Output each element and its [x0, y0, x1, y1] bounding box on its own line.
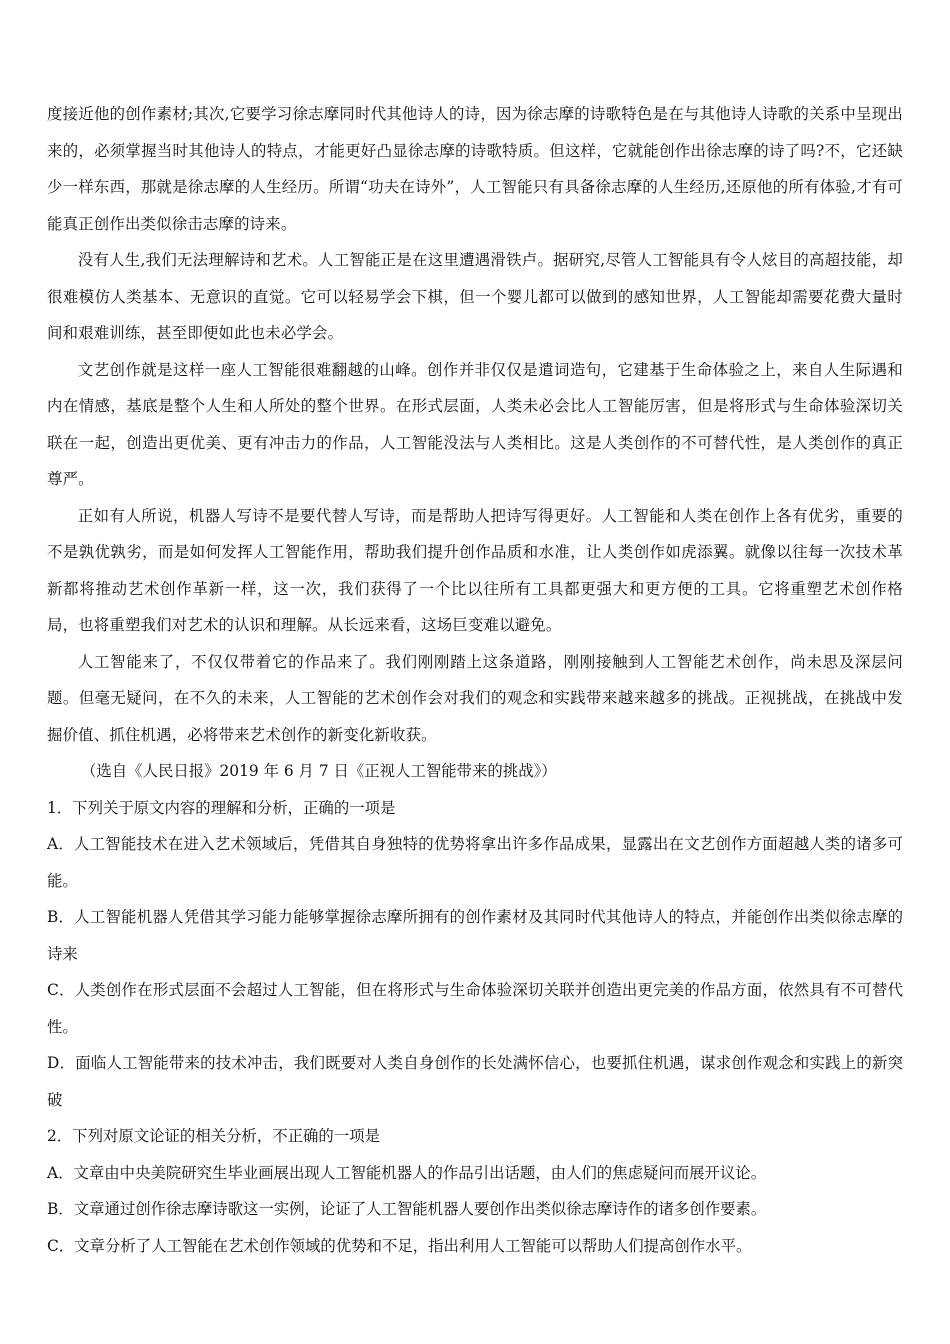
question-1 [47, 790, 903, 1119]
option-d: D．面临人工智能带来的技术冲击，我们既要对人类自身创作的长处满怀信心，也要抓住机遇，谋求创作观念和实践上的新突破 [47, 1054, 903, 1109]
option-b: B．人工智能机器人凭借其学习能力能够掌握徐志摩所拥有的创作素材及其同时代其他诗人的特点，并能创作出类似徐志摩的诗来 [47, 908, 903, 963]
question-stem: 1．下列关于原文内容的理解和分析，正确的一项是 [47, 798, 396, 817]
option-c: C．文章分析了人工智能在艺术创作领域的优势和不足，指出利用人工智能可以帮助人们提高创作水平。 [47, 1236, 752, 1255]
option-a: A．人工智能技术在进入艺术领域后，凭借其自身独特的优势将拿出许多作品成果，显露出在文艺创作方面超越人类的诸多可能。 [47, 835, 903, 890]
option-c: C．人类创作在形式层面不会超过人工智能，但在将形式与生命体验深切关联并创造出更完美的作品方面，依然具有不可替代性。 [47, 981, 903, 1036]
question-stem: 2．下列对原文论证的相关分析，不正确的一项是 [47, 1127, 380, 1145]
article-paragraph-2: 没有人生,我们无法理解诗和艺术。人工智能正是在这里遭遇滑铁卢。据研究,尽管人工智能具有令人炫目的高超技能，却很难模仿人类基本、无意识的直觉。它可以轻易学会下棋，但一个婴儿都可以做到的感知世界，人工智能却需要花费大量时间和艰难训练，甚至即便如此也未必学会。 [47, 251, 903, 342]
option-a: A．文章由中央美院研究生毕业画展出现人工智能机器人的作品引出话题，由人们的焦虑疑问而展开议论。 [47, 1163, 767, 1182]
question-2 [47, 1118, 903, 1264]
article-paragraph-4: 正如有人所说，机器人写诗不是要代替人写诗，而是帮助人把诗写得更好。人工智能和人类在创作上各有优劣，重要的不是孰优孰劣，而是如何发挥人工智能作用，帮助我们提升创作品质和水准，让人类创作如虎添翼。就像以往每一次技术革新都将推动艺术创作革新一样，这一次，我们获得了一个比以往所有工具都更强大和更方便的工具。它将重塑艺术创作格局，也将重塑我们对艺术的认识和理解。从长远来看，这场巨变难以避免。 [47, 506, 903, 634]
option-b: B．文章通过创作徐志摩诗歌这一实例，论证了人工智能机器人要创作出类似徐志摩诗作的诸多创作要素。 [47, 1200, 767, 1218]
article-paragraph-1: 度接近他的创作素材;其次,它要学习徐志摩同时代其他诗人的诗，因为徐志摩的诗歌特色是在与其他诗人诗歌的关系中呈现出来的，必须掌握当时其他诗人的特点，才能更好凸显徐志摩的诗歌特质。但这样，它就能创作出徐志摩的诗了吗?不，它还缺少一样东西，那就是徐志摩的人生经历。所谓“功夫在诗外”，人工智能只有具备徐志摩的人生经历,还原他的所有体验,才有可能真正创作出类似徐击志摩的诗来。 [47, 105, 903, 233]
article-source: （选自《人民日报》2019 年 6 月 7 日《正视人工智能带来的挑战》） [81, 762, 557, 780]
document-content [47, 96, 903, 1264]
article-paragraph-5: 人工智能来了，不仅仅带着它的作品来了。我们刚刚踏上这条道路，刚刚接触到人工智能艺术创作，尚未思及深层问题。但毫无疑问，在不久的未来，人工智能的艺术创作会对我们的观念和实践带来越来越多的挑战。正视挑战，在挑战中发掘价值、抓住机遇，必将带来艺术创作的新变化新收获。 [47, 652, 903, 744]
article-paragraph-3: 文艺创作就是这样一座人工智能很难翻越的山峰。创作并非仅仅是遣词造句，它建基于生命体验之上，来自人生际遇和内在情感，基底是整个人生和人所处的整个世界。在形式层面，人类未必会比人工智能厉害，但是将形式与生命体验深切关联在一起，创造出更优美、更有冲击力的作品，人工智能没法与人类相比。这是人类创作的不可替代性，是人类创作的真正尊严。 [47, 360, 903, 488]
